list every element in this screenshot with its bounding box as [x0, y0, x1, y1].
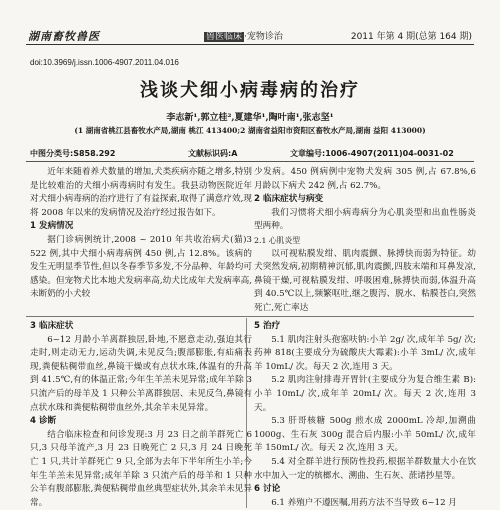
affiliation: (1 湖南省桃江县畜牧水产局,湖南 桃江 413400;2 湖南省益阳市资阳区畜牧水产局,湖南 益阳 413000) [74, 126, 426, 135]
paragraph: 据门诊病例统计,2008 ~ 2010 年共收治病犬(猫)3 522 例,其中犬细小病毒病例 450 例,占 12.8%。该病的发生无明显季节性,但以冬春季节多发,不分品种、年龄均可感染。但宠物犬比本地犬发病率高,幼犬比成年犬发病率高,未断奶的小犬较 [30, 234, 252, 300]
section-heading: 6 讨论 [254, 484, 281, 495]
article-number: 文章编号:1006-4907(2011)04-0031-02 [290, 149, 454, 158]
paragraph: 5.4 对全群羊进行预防性投药,根据羊群数量大小在饮水中加入一定的槟榔水、溯曲、生石灰、蔗诸抄星等。 [254, 456, 476, 481]
section-heading: 2 临床症状与病变 [254, 194, 324, 205]
page-header [0, 0, 500, 44]
paragraph: 5.2 肌肉注射排毒开胃针(主要成分为复合维生素 B):小羊 10mL/ 次,成年羊 20mL/ 次。每天 2 次,连用 3 天。 [254, 375, 476, 413]
paragraph: 6~12 月龄小羊离群独居,卧地,不愿意走动,强迫其行走时,则走动无力,运动失调,未见反刍;腹部膨胀,有疝痛表现,粪便粘稠带血丝,鼻镜干燥或有点状水珠,体温有的升高到 41.5℃,有的体温正常;今年生羊羔未见异常;成年羊除 3 只流产后的母羊及 1 只种公羊离群独居、未见反刍,鼻镜有点状水珠和粪便粘稠带血丝外,其余羊未见异常。 [30, 334, 252, 413]
paragraph: 以可视粘膜发绀、肌肉震颤、脉搏快而弱为特征。幼犬突然发病,初期精神沉郁,肌肉震颤,四肢末端和耳鼻发凉,鼻镜干燥,可视粘膜发绀、呼吸困难,脉搏快而弱,体温升高到 40.5℃以上,频繁呕吐,继之腹泻、脱水、粘膜苍白,突然死亡,死亡率达 [254, 248, 476, 313]
clc-number: 中图分类号:S858.292 [30, 149, 116, 158]
section-heading: 4 诊断 [30, 416, 57, 427]
paragraph: 5.1 肌肉注射头孢塞呋钠:小羊 2g/ 次,成年羊 5g/ 次;药神 818(主要成分为硫酸庆大霉素):小羊 3mL/ 次,成年羊 10mL/ 次。每天 2 次,连用 3 天。 [254, 334, 476, 372]
paragraph: 6.1 养殖户不遵医嘱,用药方法不当导致 6~12 月 [271, 497, 457, 508]
left-column-lower [30, 320, 252, 510]
section-label [204, 29, 283, 42]
article-divider [26, 316, 474, 317]
doc-code: 文献标识码:A [188, 149, 238, 158]
section-heading: 1 发病情况 [30, 221, 74, 232]
section-rest: ·宠物诊治 [244, 32, 283, 42]
header-rule [26, 44, 474, 45]
issue-label: 2011 年第 4 期(总第 164 期) [350, 32, 472, 42]
paragraph: 我们习惯将犬细小病毒病分为心肌炎型和出血性肠炎型两种。 [254, 207, 476, 232]
section-heading: 5 治疗 [254, 321, 281, 331]
paragraph: 近年来随着养犬数量的增加,犬类疾病亦随之增多,特别是比较难治的犬细小病毒病时有发生。我县动物医院近年对犬细小病毒病的治疗进行了有益探索,取得了满意疗效,现将 2008 年以来的发病情况及治疗经过报告如下。 [30, 167, 252, 218]
journal-brand: 湖南畜牧兽医 [28, 30, 100, 43]
paragraph: 少发病。450 例病例中宠物犬发病 305 例,占 67.8%,6 月龄以下病犬 242 例,占 62.7%。 [254, 167, 476, 191]
authors: 李志新¹,郭立桂²,夏建华¹,陶叶南¹,张志坚¹ [166, 113, 334, 123]
subsection-heading: 2.1 心肌炎型 [254, 235, 301, 245]
doi: doi:10.3969/j.issn.1006-4907.2011.04.016 [30, 58, 179, 67]
paragraph: 结合临床检查和问诊发现:3 月 23 日之前羊群死亡 6 只,3 只母羊流产,3 月 23 日晚死亡 2 只,3 月 24 日晚死亡 1 只,共计羊群死亡 9 只,全部为去年下半年所生小羊;今年生羊羔未见异常;成年羊除 3 只流产后的母羊和 1 只种公羊有腹部膨胀,粪便粘稠带血丝典型症状外,其余羊未见异常。 [30, 429, 252, 508]
article-title: 浅谈犬细小病毒病的治疗 [140, 80, 360, 101]
right-column-lower [254, 320, 476, 510]
right-column-upper [254, 166, 476, 316]
section-heading: 3 临床症状 [30, 321, 74, 331]
paragraph: 5.3 肝哥核糖 500g 煎水成 2000mL 冷却,加溯曲 1000g、生石灰 300g 混合后内服:小羊 50mL/ 次,成年羊 150mL/ 次。每天 2 次,连用 3 天。 [254, 416, 476, 454]
section-box: 兽医临床 [206, 32, 243, 42]
left-column-upper [30, 166, 252, 302]
meta-rule [26, 161, 474, 162]
